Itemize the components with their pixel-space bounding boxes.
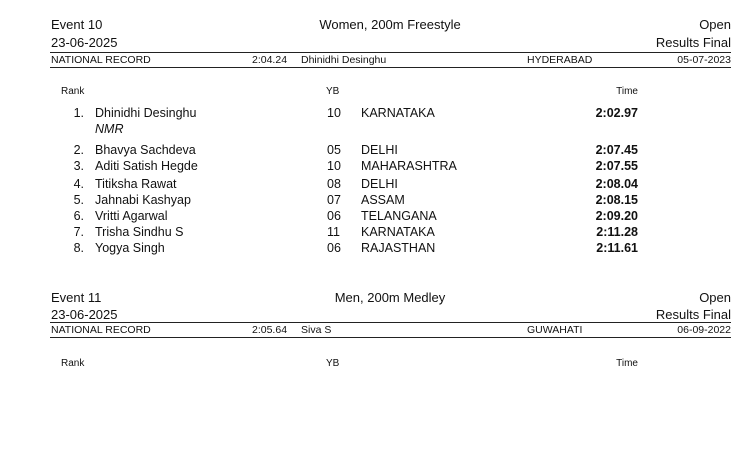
result-time: 2:11.28 (596, 225, 638, 239)
result-yb: 06 (327, 241, 341, 255)
result-name: Aditi Satish Hegde (95, 159, 198, 173)
record-bottom-rule (50, 67, 731, 68)
record-label: NATIONAL RECORD (51, 324, 151, 336)
record-holder: Dhinidhi Desinghu (301, 54, 387, 66)
result-name: Titiksha Rawat (95, 177, 177, 191)
event-title: Women, 200m Freestyle (319, 17, 461, 32)
result-yb: 10 (327, 159, 341, 173)
result-rank: 1. (73, 106, 84, 120)
result-rank: 4. (73, 177, 84, 191)
event-label: Event 11 (51, 290, 102, 305)
result-yb: 06 (327, 209, 341, 223)
result-team: MAHARASHTRA (361, 159, 457, 173)
record-date: 06-09-2022 (677, 324, 731, 336)
event-stage: Results Final (655, 35, 731, 50)
result-team: KARNATAKA (361, 225, 435, 239)
result-rank: 2. (73, 143, 84, 157)
result-rank: 6. (73, 209, 84, 223)
result-note: NMR (95, 122, 124, 136)
result-time: 2:07.45 (595, 143, 638, 157)
result-yb: 10 (327, 106, 341, 120)
result-yb: 08 (327, 177, 341, 191)
result-rank: 7. (73, 225, 84, 239)
result-time: 2:08.15 (595, 193, 638, 207)
result-name: Jahnabi Kashyap (95, 193, 191, 207)
result-name: Bhavya Sachdeva (95, 143, 196, 157)
event-date: 23-06-2025 (51, 307, 118, 322)
result-yb: 07 (327, 193, 341, 207)
result-name: Dhinidhi Desinghu (95, 106, 197, 120)
record-time: 2:04.24 (252, 54, 288, 66)
result-time: 2:11.61 (596, 241, 638, 255)
result-team: DELHI (361, 143, 398, 157)
result-rank: 5. (73, 193, 84, 207)
col-header-yb: YB (326, 86, 340, 97)
result-name: Yogya Singh (95, 241, 165, 255)
result-rank: 3. (73, 159, 84, 173)
record-holder: Siva S (301, 324, 332, 336)
result-team: KARNATAKA (361, 106, 435, 120)
result-name: Trisha Sindhu S (95, 225, 184, 239)
result-yb: 05 (327, 143, 341, 157)
record-time: 2:05.64 (252, 324, 288, 336)
result-team: RAJASTHAN (361, 241, 436, 255)
record-label: NATIONAL RECORD (51, 54, 151, 66)
result-time: 2:07.55 (595, 159, 638, 173)
record-venue: GUWAHATI (527, 324, 583, 336)
result-time: 2:02.97 (595, 106, 638, 120)
record-top-rule (50, 322, 731, 323)
col-header-rank: Rank (61, 86, 85, 97)
result-name: Vritti Agarwal (95, 209, 168, 223)
event-stage: Results Final (655, 307, 731, 322)
record-venue: HYDERABAD (527, 54, 593, 66)
col-header-yb: YB (326, 358, 340, 369)
record-top-rule (50, 52, 731, 53)
result-time: 2:09.20 (595, 209, 638, 223)
record-bottom-rule (50, 337, 731, 338)
event-category: Open (699, 17, 731, 32)
event-title: Men, 200m Medley (334, 290, 446, 305)
event-label: Event 10 (51, 17, 103, 32)
event-date: 23-06-2025 (51, 35, 118, 50)
result-rank: 8. (73, 241, 84, 255)
result-team: ASSAM (361, 193, 405, 207)
col-header-time: Time (616, 86, 638, 97)
event-category: Open (699, 290, 731, 305)
col-header-rank: Rank (61, 358, 85, 369)
result-team: TELANGANA (361, 209, 437, 223)
col-header-time: Time (616, 358, 638, 369)
result-team: DELHI (361, 177, 398, 191)
record-date: 05-07-2023 (677, 54, 731, 66)
result-yb: 11 (327, 225, 340, 239)
result-time: 2:08.04 (595, 177, 638, 191)
